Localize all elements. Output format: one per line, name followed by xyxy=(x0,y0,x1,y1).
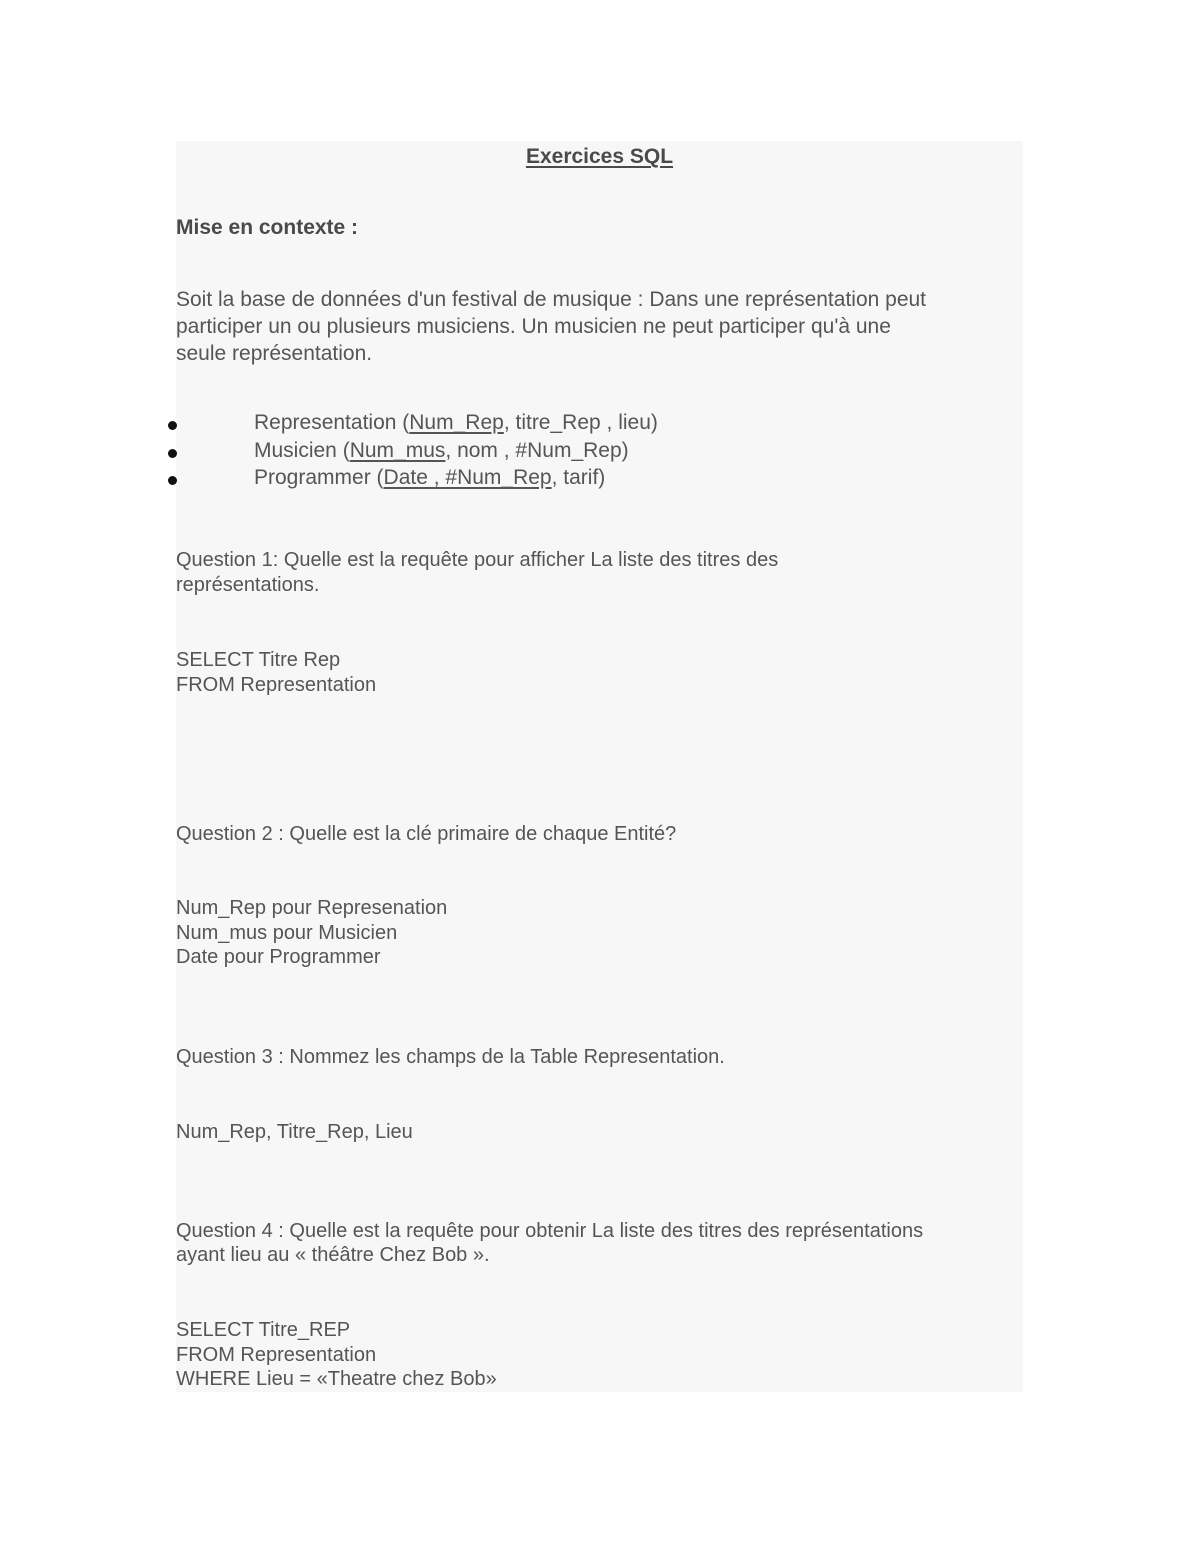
question-1-line: représentations. xyxy=(176,574,320,596)
answer-2-line: Num_mus pour Musicien xyxy=(176,922,398,944)
question-4-line: Question 4 : Quelle est la requête pour obtenir La liste des titres des représentations xyxy=(176,1220,924,1242)
document-page xyxy=(176,141,1023,1392)
entity-list-item xyxy=(168,440,868,464)
primary-key: Num_mus xyxy=(349,439,446,462)
primary-key: Num_Rep xyxy=(409,411,504,434)
primary-key: Date , #Num_Rep xyxy=(383,466,552,489)
entity-list-item xyxy=(168,412,868,436)
bullet-icon xyxy=(168,449,177,458)
answer-4-line: WHERE Lieu = «Theatre chez Bob» xyxy=(176,1368,497,1390)
question-2: Question 2 : Quelle est la clé primaire de chaque Entité? xyxy=(176,823,677,845)
context-paragraph-line: Soit la base de données d'un festival de musique : Dans une représentation peut xyxy=(176,288,927,311)
entity-definition: Representation (Num_Rep, titre_Rep , lieu) xyxy=(254,411,658,434)
answer-2-line: Num_Rep pour Represenation xyxy=(176,897,448,919)
context-paragraph-line: seule représentation. xyxy=(176,342,373,365)
bullet-icon xyxy=(168,421,177,430)
answer-1-line: FROM Representation xyxy=(176,674,377,696)
question-1-line: Question 1: Quelle est la requête pour afficher La liste des titres des xyxy=(176,549,779,571)
answer-4-line: FROM Representation xyxy=(176,1344,377,1366)
answer-4-line: SELECT Titre_REP xyxy=(176,1319,351,1341)
context-heading: Mise en contexte : xyxy=(176,216,359,239)
context-paragraph-line: participer un ou plusieurs musiciens. Un musicien ne peut participer qu'à une xyxy=(176,315,891,338)
entity-definition: Musicien (Num_mus, nom , #Num_Rep) xyxy=(254,439,629,462)
question-3: Question 3 : Nommez les champs de la Table Representation. xyxy=(176,1046,725,1068)
entity-list-item xyxy=(168,467,868,491)
page-title: Exercices SQL xyxy=(525,145,674,168)
entity-definition: Programmer (Date , #Num_Rep, tarif) xyxy=(254,466,606,489)
bullet-icon xyxy=(168,476,177,485)
question-4-line: ayant lieu au « théâtre Chez Bob ». xyxy=(176,1244,490,1266)
answer-1-line: SELECT Titre Rep xyxy=(176,649,341,671)
answer-2-line: Date pour Programmer xyxy=(176,946,381,968)
answer-3: Num_Rep, Titre_Rep, Lieu xyxy=(176,1121,413,1143)
